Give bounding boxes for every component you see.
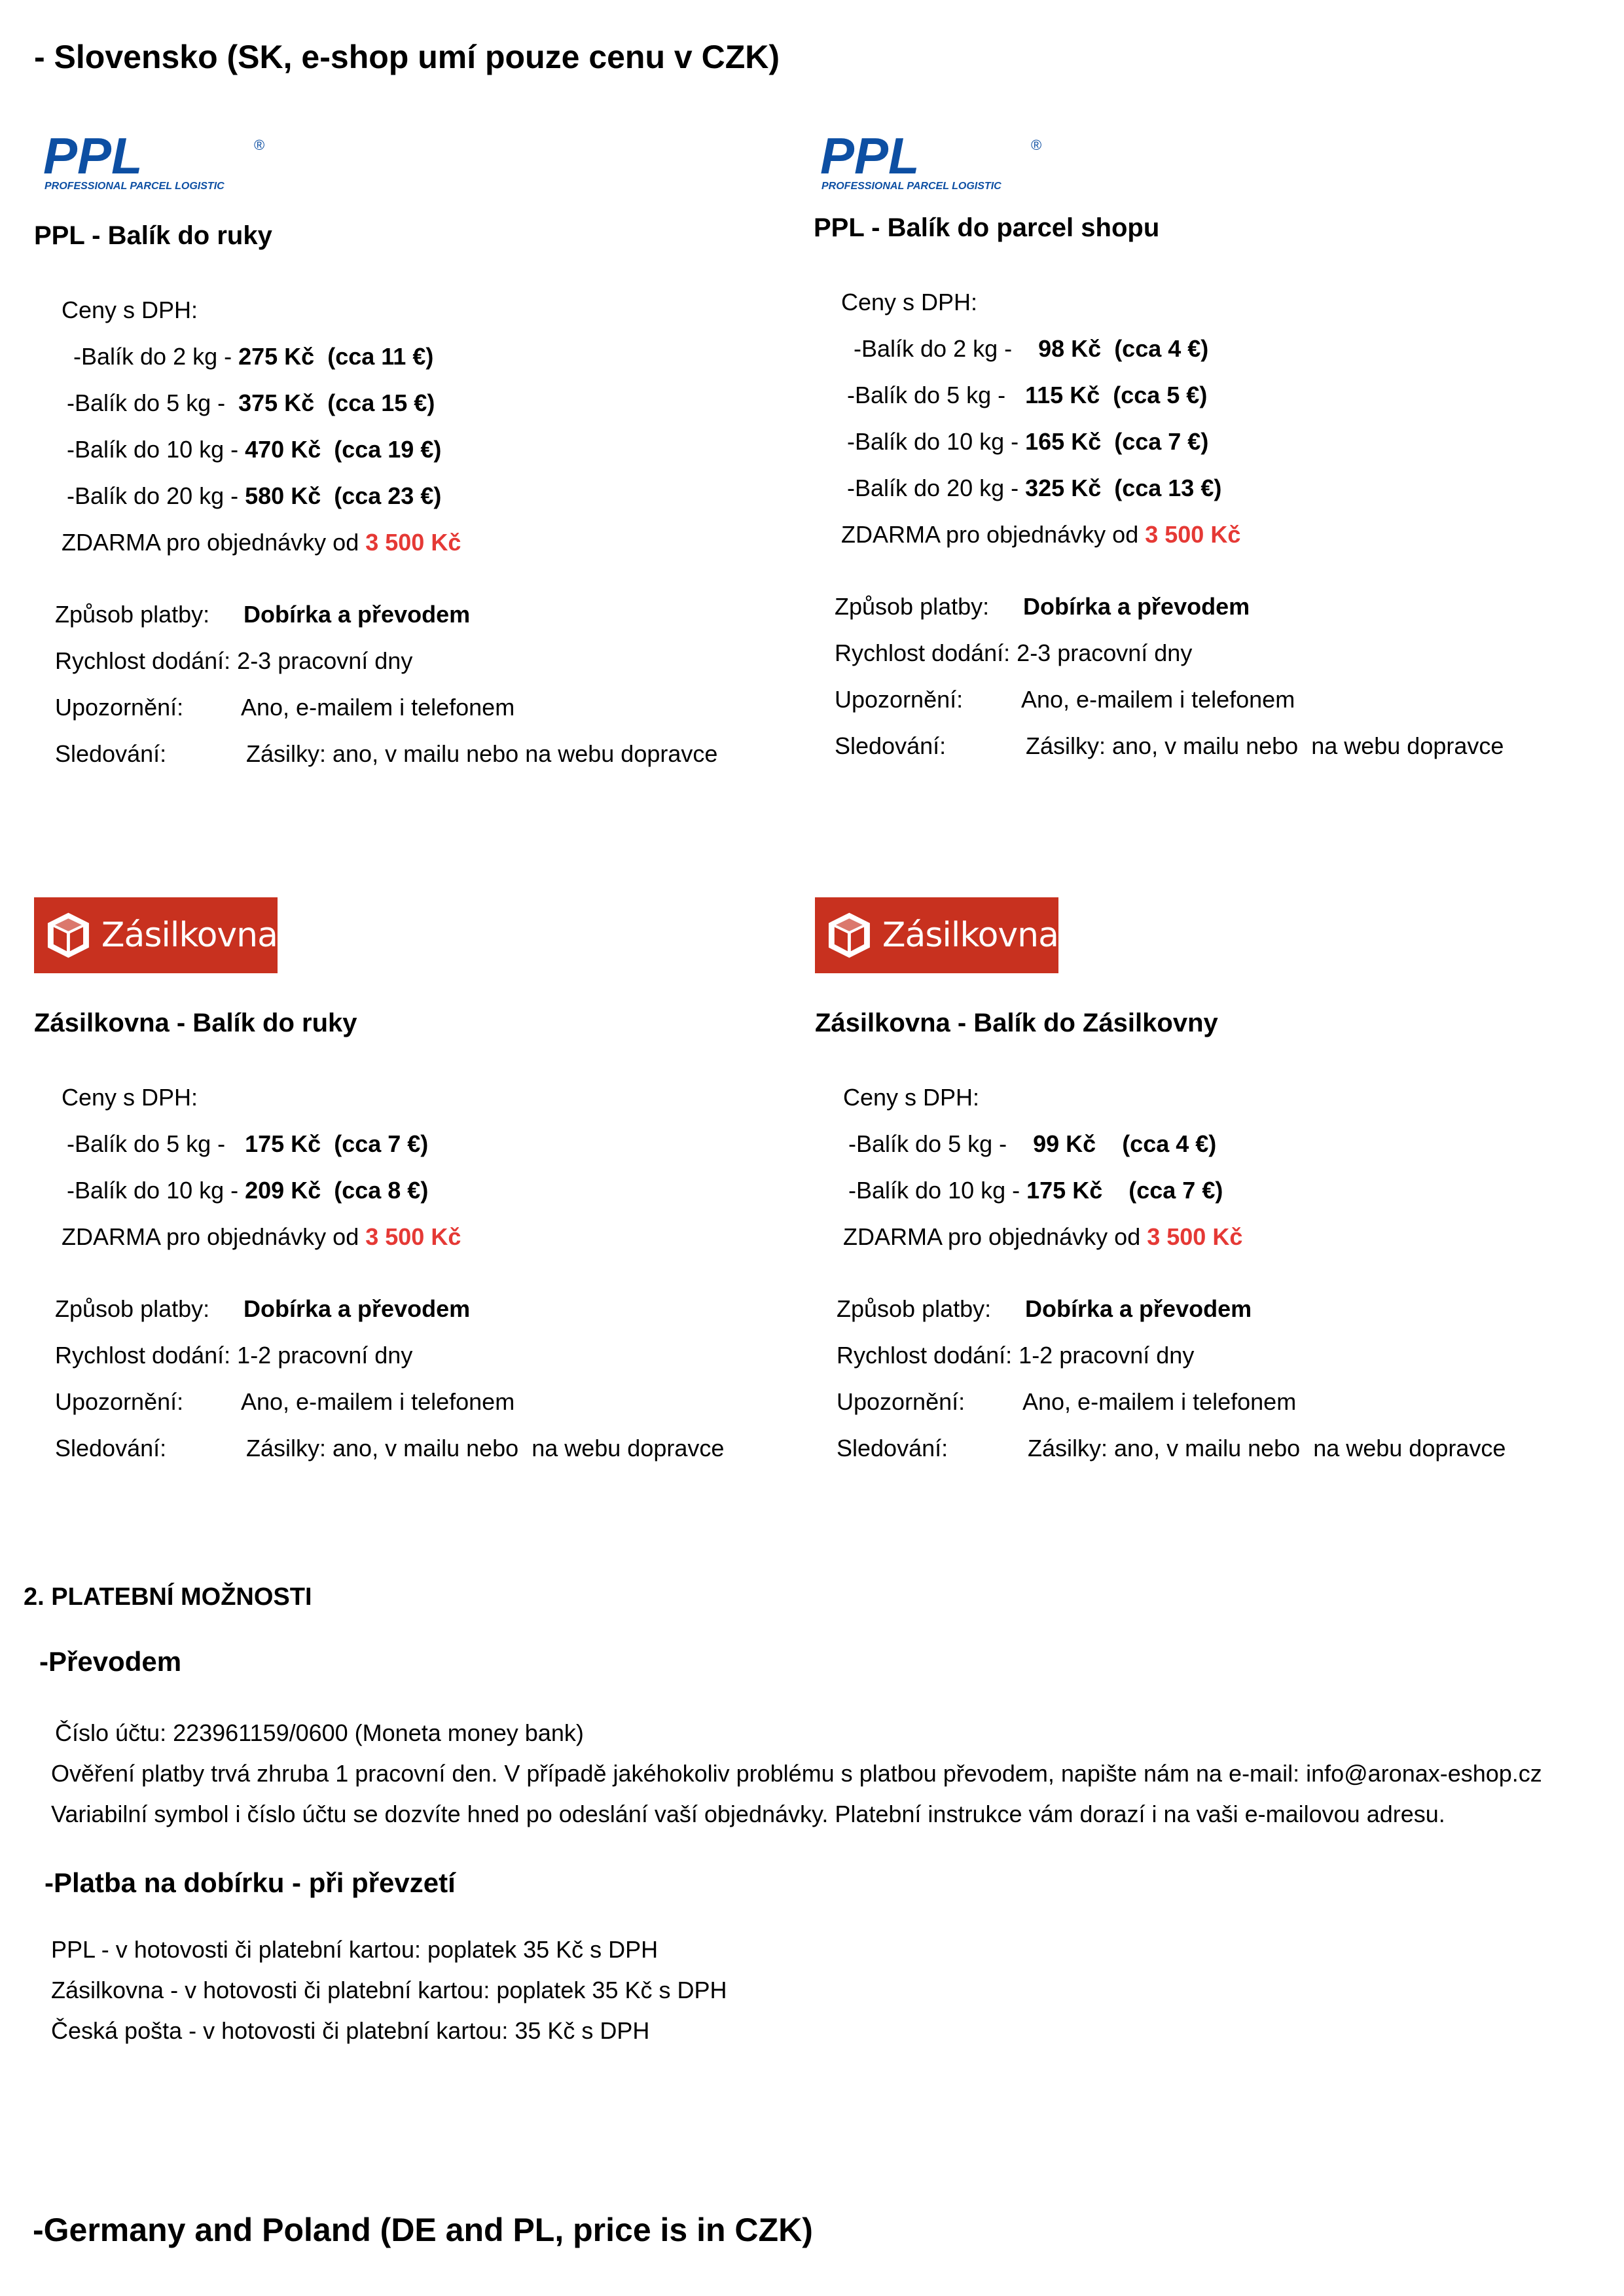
zasilkovna-box-icon: [827, 910, 872, 960]
price-value: 99 Kč (cca 4 €): [1033, 1130, 1217, 1157]
tracking-value: Zásilky: ano, v mailu nebo na webu dopravce: [1026, 732, 1504, 759]
speed-row: [55, 647, 412, 675]
payment-value: Dobírka a převodem: [1025, 1295, 1252, 1322]
weight-label: -Balík do 5 kg -: [67, 389, 239, 416]
ppl-logo: [43, 134, 279, 192]
weight-label: -Balík do 2 kg -: [854, 335, 1039, 362]
free-shipping-text: ZDARMA pro objednávky od: [62, 529, 366, 556]
price-row: [67, 482, 441, 510]
weight-label: -Balík do 20 kg -: [67, 482, 245, 509]
payment-value: Dobírka a převodem: [1023, 593, 1250, 620]
weight-label: -Balík do 10 kg -: [847, 428, 1026, 455]
transfer-line: Ověření platby trvá zhruba 1 pracovní den. V případě jakéhokoliv problému s platbou převodem, napište nám na e-mail: info@aronax-eshop.cz: [51, 1760, 1542, 1787]
price-value: 165 Kč (cca 7 €): [1025, 428, 1209, 455]
tracking-value: Zásilky: ano, v mailu nebo na webu dopravce: [246, 740, 718, 767]
card-heading: Zásilkovna - Balík do Zásilkovny: [815, 1009, 1218, 1037]
payment-label: Způsob platby:: [835, 593, 990, 620]
ppl-registered-mark: ®: [1031, 137, 1042, 153]
cod-line: PPL - v hotovosti či platební kartou: poplatek 35 Kč s DPH: [51, 1936, 659, 1963]
price-row: [67, 1177, 428, 1204]
free-shipping-amount: 3 500 Kč: [1145, 521, 1241, 548]
payment-label: Způsob platby:: [837, 1295, 992, 1322]
speed-value: 2-3 pracovní dny: [1017, 639, 1193, 666]
price-row: [848, 1177, 1223, 1204]
cod-line: Česká pošta - v hotovosti či platební kartou: 35 Kč s DPH: [51, 2017, 650, 2044]
zasilkovna-box-icon: [46, 910, 91, 960]
weight-label: -Balík do 5 kg -: [847, 382, 1026, 408]
notice-value: Ano, e-mailem i telefonem: [1021, 686, 1295, 713]
ppl-logo-word: PPL: [820, 134, 920, 185]
prices-label: Ceny s DPH:: [841, 289, 978, 315]
price-value: 470 Kč (cca 19 €): [245, 436, 442, 463]
free-shipping-note: [62, 529, 461, 556]
weight-label: -Balík do 10 kg -: [848, 1177, 1027, 1204]
zasilkovna-logo-word: Zásilkovna: [882, 916, 1058, 955]
zasilkovna-logo-word: Zásilkovna: [101, 916, 278, 955]
speed-label: Rychlost dodání:: [837, 1342, 1013, 1369]
price-row: [847, 382, 1207, 409]
price-value: 98 Kč (cca 4 €): [1038, 335, 1209, 362]
cod-heading: -Platba na dobírku - při převzetí: [45, 1867, 456, 1898]
ppl-logo: [820, 134, 1056, 192]
free-shipping-text: ZDARMA pro objednávky od: [843, 1223, 1147, 1250]
notice-label: Upozornění:: [837, 1388, 965, 1415]
ppl-logo-word: PPL: [43, 134, 143, 185]
notice-value: Ano, e-mailem i telefonem: [241, 694, 515, 721]
tracking-label: Sledování:: [835, 732, 947, 759]
tracking-value: Zásilky: ano, v mailu nebo na webu dopravce: [1028, 1435, 1506, 1462]
speed-value: 2-3 pracovní dny: [237, 647, 413, 674]
card-heading: PPL - Balík do ruky: [34, 221, 272, 250]
ppl-logo-tagline: PROFESSIONAL PARCEL LOGISTIC: [821, 181, 1001, 192]
payment-value: Dobírka a převodem: [244, 601, 471, 628]
free-shipping-text: ZDARMA pro objednávky od: [62, 1223, 366, 1250]
price-row: [848, 1130, 1216, 1158]
payments-heading: 2. PLATEBNÍ MOŽNOSTI: [24, 1583, 312, 1611]
speed-row: [55, 1342, 412, 1369]
price-row: [67, 1130, 428, 1158]
ppl-logo-tagline: PROFESSIONAL PARCEL LOGISTIC: [45, 181, 225, 192]
payment-label: Způsob platby:: [55, 1295, 210, 1322]
price-value: 580 Kč (cca 23 €): [245, 482, 442, 509]
weight-label: -Balík do 2 kg -: [73, 343, 239, 370]
speed-value: 1-2 pracovní dny: [1019, 1342, 1195, 1369]
free-shipping-note: [841, 521, 1240, 548]
free-shipping-note: [843, 1223, 1242, 1251]
free-shipping-note: [62, 1223, 461, 1251]
transfer-line: Číslo účtu: 223961159/0600 (Moneta money bank): [55, 1719, 584, 1746]
notice-label: Upozornění:: [55, 694, 184, 721]
speed-row: [837, 1342, 1194, 1369]
price-value: 375 Kč (cca 15 €): [238, 389, 435, 416]
free-shipping-amount: 3 500 Kč: [365, 529, 461, 556]
price-value: 175 Kč (cca 7 €): [1026, 1177, 1223, 1204]
speed-label: Rychlost dodání:: [55, 1342, 231, 1369]
card-heading: Zásilkovna - Balík do ruky: [34, 1009, 357, 1037]
price-value: 115 Kč (cca 5 €): [1025, 382, 1208, 408]
weight-label: -Balík do 20 kg -: [847, 475, 1026, 501]
tracking-label: Sledování:: [837, 1435, 948, 1462]
price-row: [67, 389, 435, 417]
free-shipping-amount: 3 500 Kč: [365, 1223, 461, 1250]
weight-label: -Balík do 5 kg -: [848, 1130, 1034, 1157]
zasilkovna-logo: [34, 897, 278, 973]
speed-value: 1-2 pracovní dny: [237, 1342, 413, 1369]
transfer-heading: -Převodem: [39, 1646, 182, 1677]
payment-value: Dobírka a převodem: [244, 1295, 471, 1322]
price-value: 175 Kč (cca 7 €): [245, 1130, 429, 1157]
weight-label: -Balík do 10 kg -: [67, 436, 245, 463]
free-shipping-amount: 3 500 Kč: [1147, 1223, 1243, 1250]
notice-value: Ano, e-mailem i telefonem: [1022, 1388, 1297, 1415]
card-heading: PPL - Balík do parcel shopu: [814, 213, 1160, 242]
ppl-registered-mark: ®: [254, 137, 265, 153]
speed-row: [835, 639, 1192, 667]
price-value: 325 Kč (cca 13 €): [1025, 475, 1222, 501]
section-title-de-pl: -Germany and Poland (DE and PL, price is in CZK): [33, 2212, 813, 2248]
payment-label: Způsob platby:: [55, 601, 210, 628]
tracking-value: Zásilky: ano, v mailu nebo na webu dopravce: [246, 1435, 725, 1462]
price-value: 275 Kč (cca 11 €): [238, 343, 434, 370]
prices-label: Ceny s DPH:: [62, 1084, 198, 1111]
cod-line: Zásilkovna - v hotovosti či platební kartou: poplatek 35 Kč s DPH: [51, 1977, 727, 2003]
price-row: [67, 436, 441, 463]
price-row: [847, 475, 1221, 502]
weight-label: -Balík do 10 kg -: [67, 1177, 245, 1204]
prices-label: Ceny s DPH:: [62, 296, 198, 323]
notice-label: Upozornění:: [835, 686, 964, 713]
weight-label: -Balík do 5 kg -: [67, 1130, 245, 1157]
prices-label: Ceny s DPH:: [843, 1084, 980, 1111]
speed-label: Rychlost dodání:: [55, 647, 231, 674]
speed-label: Rychlost dodání:: [835, 639, 1011, 666]
notice-value: Ano, e-mailem i telefonem: [241, 1388, 515, 1415]
tracking-label: Sledování:: [55, 1435, 167, 1462]
zasilkovna-logo: [815, 897, 1058, 973]
free-shipping-text: ZDARMA pro objednávky od: [841, 521, 1146, 548]
price-value: 209 Kč (cca 8 €): [245, 1177, 429, 1204]
transfer-line: Variabilní symbol i číslo účtu se dozvíte hned po odeslání vaší objednávky. Platební instrukce vám dorazí i na vaši e-mailovou adresu.: [51, 1801, 1445, 1827]
price-row: [854, 335, 1208, 363]
page-title: - Slovensko (SK, e-shop umí pouze cenu v CZK): [34, 39, 780, 75]
price-row: [847, 428, 1208, 456]
price-row: [73, 343, 433, 370]
tracking-label: Sledování:: [55, 740, 167, 767]
notice-label: Upozornění:: [55, 1388, 184, 1415]
